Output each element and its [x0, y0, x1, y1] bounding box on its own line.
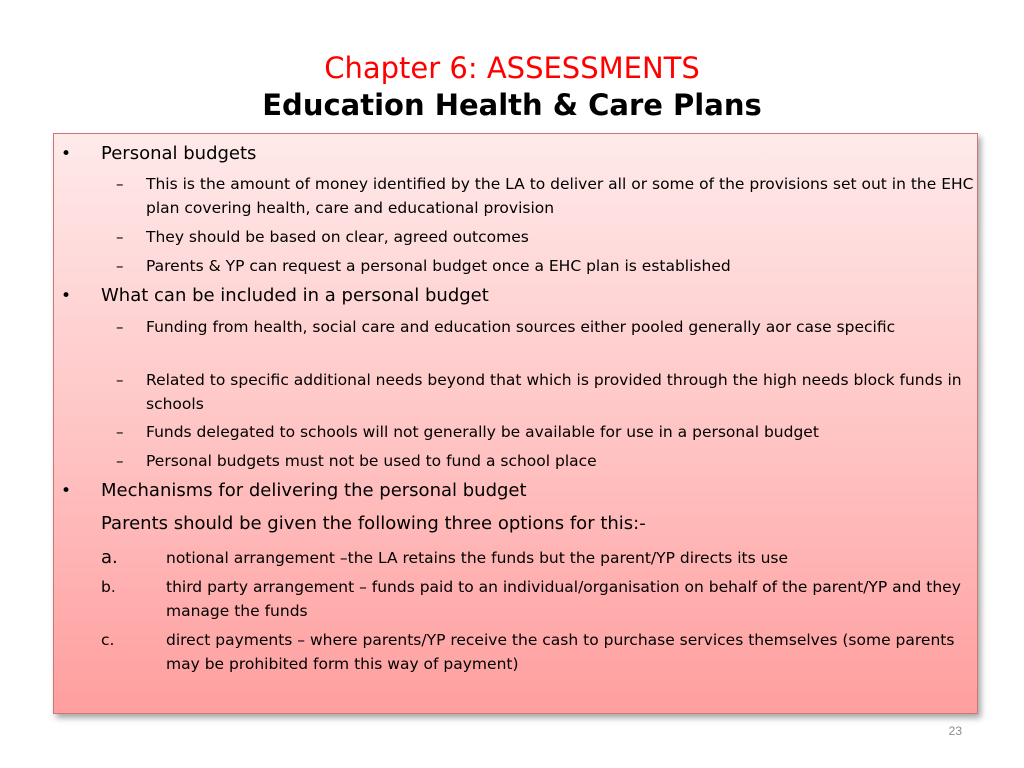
bullet-heading: What can be included in a personal budget — [101, 285, 489, 306]
dash-icon: – — [116, 452, 124, 470]
dash-icon: – — [116, 228, 124, 246]
slide-subtitle: Education Health & Care Plans — [262, 88, 762, 122]
option-text: notional arrangement –the LA retains the funds but the parent/YP directs its use — [166, 549, 789, 567]
dash-icon: – — [116, 175, 124, 193]
option-text: direct payments – where parents/YP receive the cash to purchase services themselves (some parents may be prohibited form this way of payment) — [166, 631, 955, 673]
bullet-heading: Mechanisms for delivering the personal budget — [101, 480, 527, 501]
dash-icon: – — [116, 318, 124, 336]
option-letter: a. — [101, 547, 118, 568]
dash-icon: – — [116, 371, 124, 389]
dash-icon: – — [116, 257, 124, 275]
bullet-heading: Personal budgets — [101, 143, 257, 164]
chapter-title: Chapter 6: ASSESSMENTS — [324, 51, 700, 85]
option-letter: b. — [101, 578, 116, 596]
sub-item-text: Parents & YP can request a personal budget once a EHC plan is established — [146, 257, 731, 275]
sub-item-text: This is the amount of money identified by the LA to deliver all or some of the provisions set out in the EHC plan covering health, care and educational provision — [146, 175, 974, 217]
option-text: third party arrangement – funds paid to an individual/organisation on behalf of the parent/YP and they manage the funds — [166, 578, 961, 620]
page-number: 23 — [948, 724, 962, 738]
bullet-icon: • — [61, 481, 72, 501]
bullet-icon: • — [61, 144, 72, 164]
sub-item-text: They should be based on clear, agreed outcomes — [146, 228, 529, 246]
slide-title — [0, 50, 1024, 124]
option-letter: c. — [101, 631, 115, 649]
content-panel — [53, 133, 978, 714]
dash-icon: – — [116, 423, 124, 441]
bullet-icon: • — [61, 286, 72, 306]
options-intro-text: Parents should be given the following three options for this:- — [101, 513, 646, 534]
sub-item-text: Funding from health, social care and education sources either pooled generally aor case specific — [146, 318, 896, 336]
sub-item-text: Related to specific additional needs beyond that which is provided through the high needs block funds in schools — [146, 371, 962, 413]
sub-item-text: Personal budgets must not be used to fund a school place — [146, 452, 597, 470]
sub-item-text: Funds delegated to schools will not generally be available for use in a personal budget — [146, 423, 819, 441]
